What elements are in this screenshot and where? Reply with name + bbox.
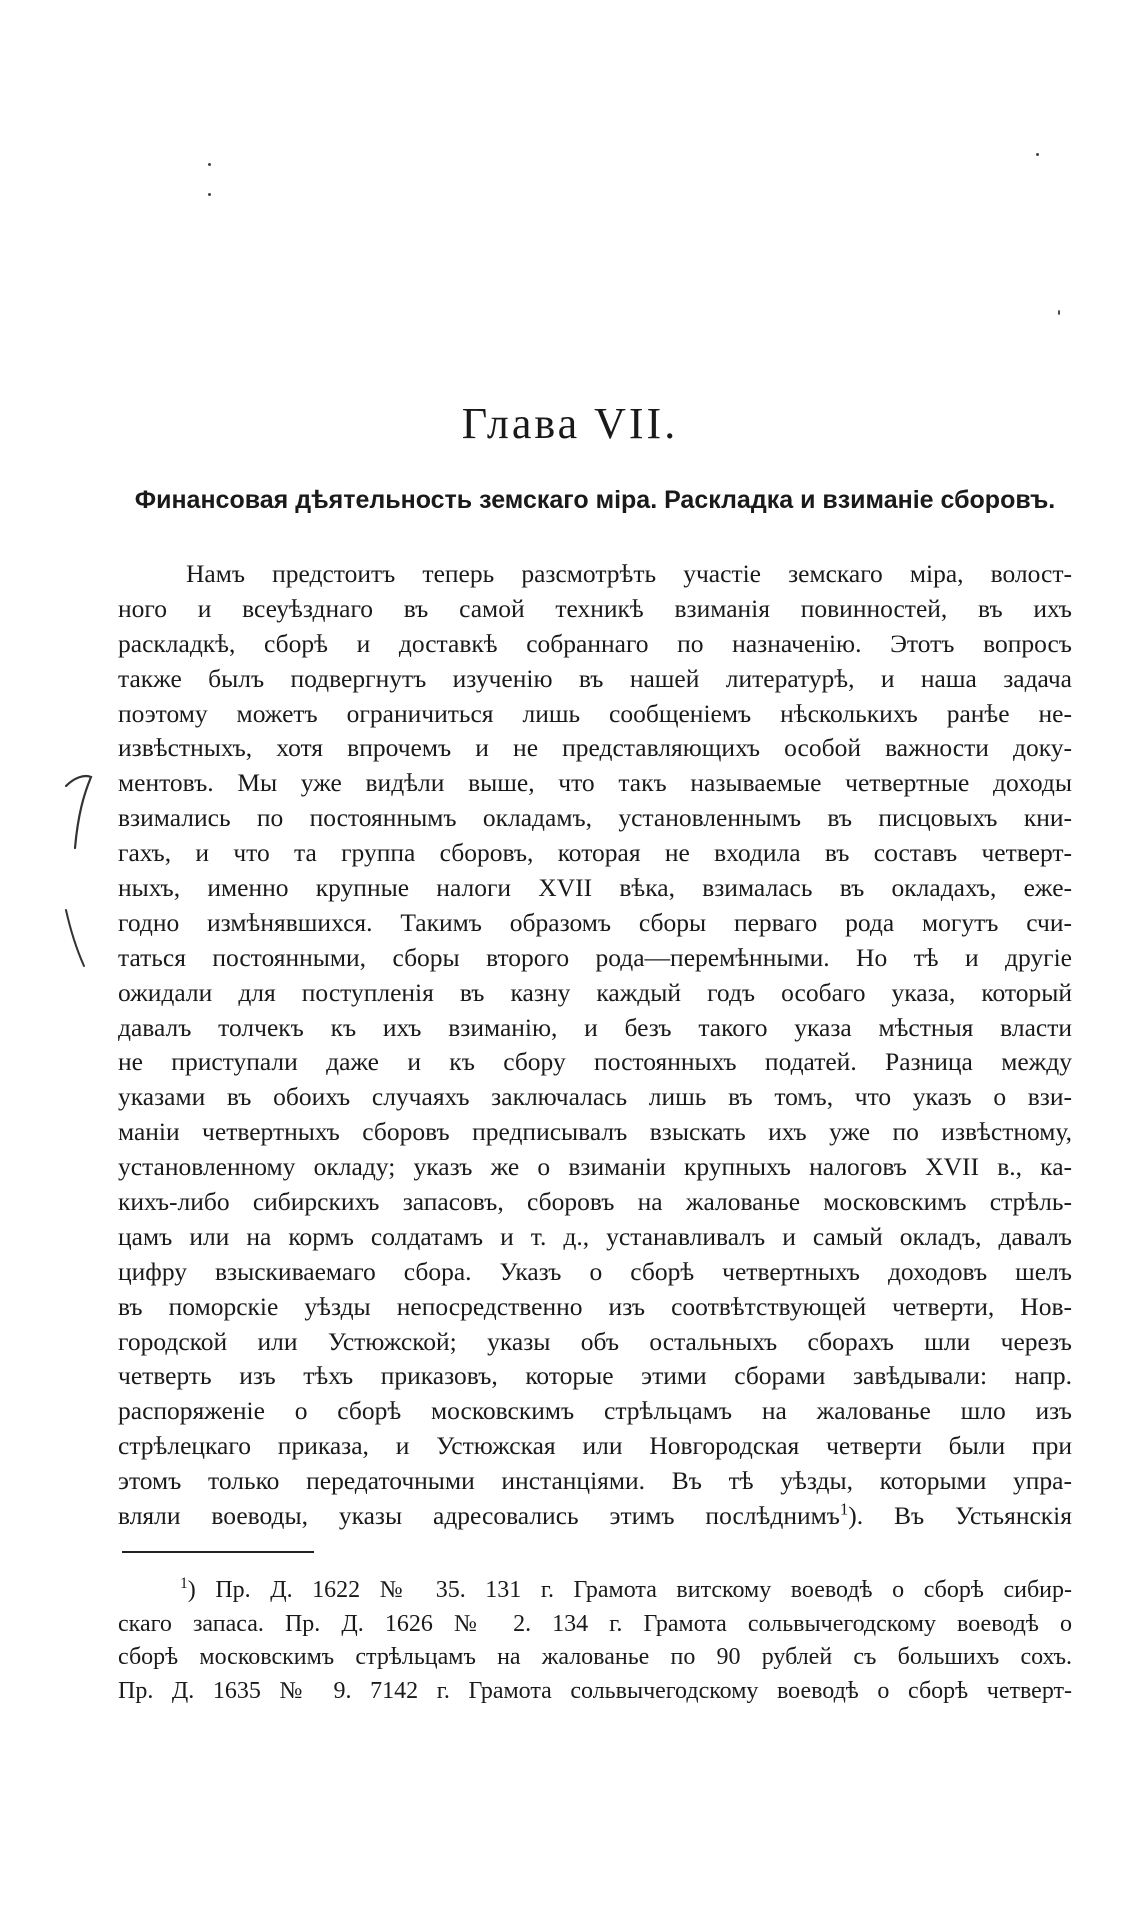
scan-speck <box>208 193 211 196</box>
body-line: четверть изъ тѣхъ приказовъ, которые этими сборами завѣдывали: напр. <box>118 1361 1072 1391</box>
body-line: также былъ подвергнутъ изученію въ нашей литературѣ, и наша задача <box>118 663 1072 693</box>
body-line: взимались по постояннымъ окладамъ, установленнымъ въ писцовыхъ кни- <box>118 803 1072 833</box>
scan-speck <box>208 163 211 166</box>
footnote-marker: 1 <box>180 1575 188 1592</box>
body-line: ныхъ, именно крупные налоги XVII вѣка, взималась въ окладахъ, еже- <box>118 873 1072 903</box>
footnote-line: Пр. Д. 1635 № 9. 7142 г. Грамота сольвычегодскому воеводѣ о сборѣ четверт- <box>118 1677 1072 1704</box>
body-line: установленному окладу; указъ же о взиманіи крупныхъ налоговъ XVII в., ка- <box>118 1152 1072 1182</box>
body-line: годно измѣнявшихся. Такимъ образомъ сборы перваго рода могутъ счи- <box>118 907 1072 937</box>
scan-speck <box>1036 153 1039 156</box>
body-line: не приступали даже и къ сбору постоянныхъ податей. Разница между <box>118 1047 1072 1077</box>
footnote-line: скаго запаса. Пр. Д. 1626 № 2. 134 г. Грамота сольвычегодскому воеводѣ о <box>118 1610 1072 1637</box>
body-line: ного и всеуѣзднаго въ самой техникѣ взиманія повинностей, въ ихъ <box>118 593 1072 623</box>
body-line: распоряженіе о сборѣ московскимъ стрѣльцамъ на жалованье шло изъ <box>118 1396 1072 1426</box>
footnote-text: ) Пр. Д. 1622 № 35. 131 г. Грамота витскому воеводѣ о сборѣ сибир- <box>187 1577 1072 1603</box>
footnote-reference: 1 <box>839 1499 849 1519</box>
body-line: маніи четвертныхъ сборовъ предписывалъ взыскать ихъ уже по извѣстному, <box>118 1117 1072 1147</box>
body-line-with-footnote-ref <box>118 1499 1072 1534</box>
body-line: въ поморскіе уѣзды непосредственно изъ соотвѣтствующей четверти, Нов- <box>118 1291 1072 1321</box>
body-line: стрѣлецкаго приказа, и Устюжская или Новгородская четверти были при <box>118 1431 1072 1461</box>
body-line: городской или Устюжской; указы объ остальныхъ сборахъ шли черезъ <box>118 1326 1072 1356</box>
body-line-text: вляли воеводы, указы адресовались этимъ послѣднимъ <box>118 1501 840 1531</box>
body-line: поэтому можетъ ограничиться лишь сообщеніемъ нѣсколькихъ ранѣе не- <box>118 698 1072 728</box>
body-line: давалъ толчекъ къ ихъ взиманію, и безъ такого указа мѣстныя власти <box>118 1012 1072 1042</box>
chapter-subtitle: Финансовая дѣятельность земскаго міра. Раскладка и взиманіе сборовъ. <box>134 486 1056 514</box>
margin-pencil-mark-one <box>58 772 98 852</box>
footnotes <box>118 1574 1072 1708</box>
body-line-text: ). Въ Устьянскія <box>848 1501 1072 1531</box>
body-line: гахъ, и что та группа сборовъ, которая не входила въ составъ четверт- <box>118 838 1072 868</box>
body-text <box>118 557 1072 1534</box>
body-line: этомъ только передаточными инстанціями. Въ тѣ уѣзды, которыми упра- <box>118 1466 1072 1496</box>
chapter-title: Глава VII. <box>461 399 679 448</box>
body-line: ментовъ. Мы уже видѣли выше, что такъ называемые четвертные доходы <box>118 768 1072 798</box>
body-line: извѣстныхъ, хотя впрочемъ и не представляющихъ особой важности доку- <box>118 733 1072 763</box>
body-line: Намъ предстоитъ теперь разсмотрѣть участіе земскаго міра, волост- <box>186 559 1072 588</box>
footnote-line <box>118 1574 1072 1608</box>
footnote-line: сборѣ московскимъ стрѣльцамъ на жалованье по 90 рублей съ большихъ сохъ. <box>118 1644 1072 1670</box>
scan-speck <box>1058 310 1060 315</box>
body-line: раскладкѣ, сборѣ и доставкѣ собраннаго по назначенію. Этотъ вопросъ <box>118 628 1072 658</box>
body-line: кихъ-либо сибирскихъ запасовъ, сборовъ на жалованье московскимъ стрѣль- <box>118 1187 1072 1217</box>
margin-pencil-mark-two <box>62 904 92 974</box>
body-line: ожидали для поступленія въ казну каждый годъ особаго указа, который <box>118 977 1072 1007</box>
body-line: таться постоянными, сборы второго рода—перемѣнными. Но тѣ и другіе <box>118 942 1072 972</box>
footnote-divider <box>122 1551 314 1553</box>
body-line: цифру взыскиваемаго сбора. Указъ о сборѣ четвертныхъ доходовъ шелъ <box>118 1256 1072 1286</box>
body-line: указами въ обоихъ случаяхъ заключалась лишь въ томъ, что указъ о взи- <box>118 1082 1072 1112</box>
body-line: цамъ или на кормъ солдатамъ и т. д., устанавливалъ и самый окладъ, давалъ <box>118 1221 1072 1251</box>
